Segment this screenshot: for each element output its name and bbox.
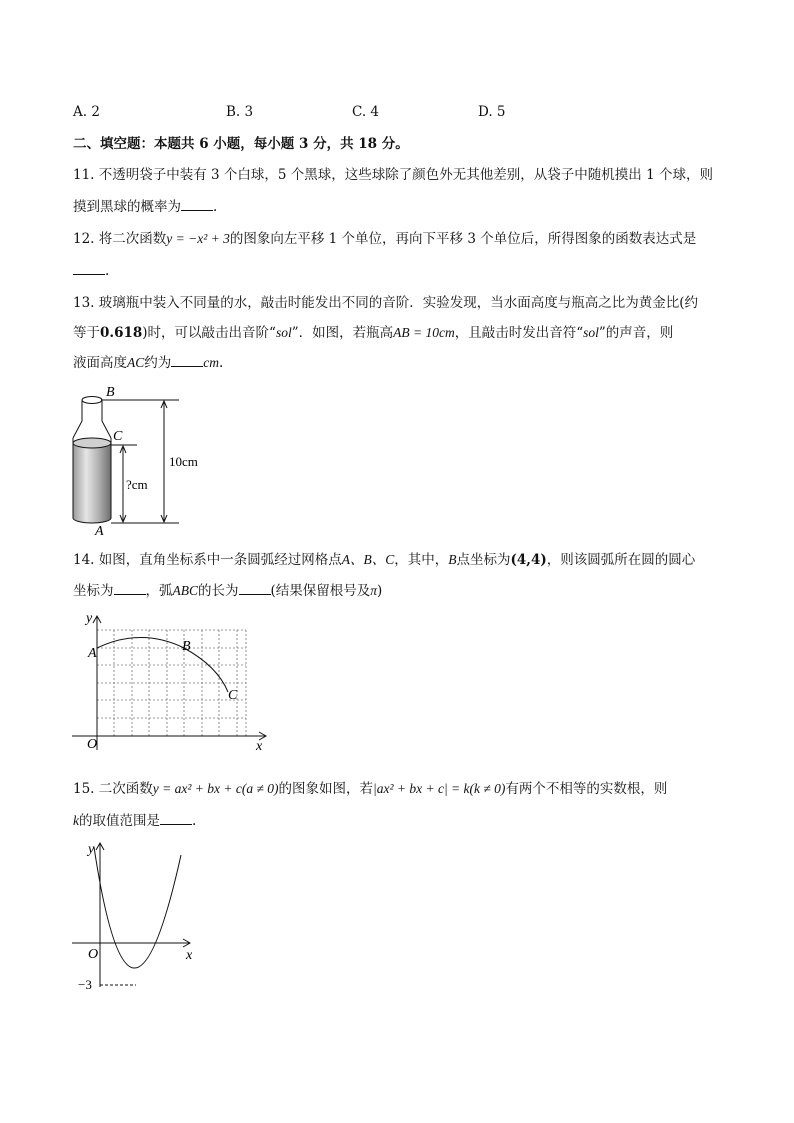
q14-line1: 14. 如图，直角坐标系中一条圆弧经过网格点A、B、C，其中，B点坐标为(4,4)，则该圆弧所在圆的圆心 (73, 552, 696, 568)
answer-blank[interactable] (239, 582, 271, 595)
label-unknown: ?cm (126, 477, 148, 492)
label-b: B (106, 385, 115, 400)
label-c: C (228, 688, 238, 703)
origin-label: O (87, 737, 98, 752)
min-value-label: −3 (78, 977, 92, 992)
answer-blank[interactable] (73, 262, 105, 275)
q12-line2: . (73, 262, 109, 280)
label-c: C (113, 429, 123, 444)
q13-line3: 液面高度AC约为 cm. (73, 355, 224, 371)
answer-blank[interactable] (181, 198, 213, 211)
answer-blank[interactable] (171, 354, 203, 367)
q13-line1: 13. 玻璃瓶中装入不同量的水，敲击时能发出不同的音阶．实验发现，当水面高度与瓶高之比为黄金比(约 (73, 295, 699, 311)
q13-line2: 等于0.618)时，可以敲击出音阶“sol”．如图，若瓶高AB = 10cm，且敲击时发出音符“sol”的声音，则 (73, 325, 674, 341)
label-b: B (182, 639, 191, 654)
axis-x-label: x (256, 739, 263, 754)
option-a: A. 2 (73, 104, 100, 120)
label-height: 10cm (169, 454, 198, 469)
axis-y-label: y (86, 611, 93, 626)
label-a: A (95, 524, 104, 539)
q15-line1: 15. 二次函数y = ax² + bx + c(a ≠ 0)的图象如图，若|ax² + bx + c| = k(k ≠ 0)有两个不相等的实数根，则 (73, 781, 668, 797)
option-d: D. 5 (478, 104, 506, 120)
q14-line2: 坐标为 ，弧ABC的长为 (结果保留根号及π) (73, 583, 383, 599)
origin-label: O (88, 947, 99, 962)
q15-line2: k的取值范围是 . (73, 813, 197, 829)
axis-x-label: x (186, 948, 193, 963)
section-heading: 二、填空题：本题共 6 小题，每小题 3 分，共 18 分。 (73, 136, 409, 152)
bottle-figure (65, 383, 215, 538)
axis-y-label: y (88, 842, 95, 857)
parabola-figure (60, 835, 210, 995)
q11-line2: 摸到黑球的概率为 . (73, 199, 218, 215)
arc-grid-figure (66, 610, 276, 755)
q11-line1: 11. 不透明袋子中装有 3 个白球，5 个黑球，这些球除了颜色外无其他差别，从袋子中随机摸出 1 个球，则 (73, 167, 713, 183)
answer-blank[interactable] (114, 582, 146, 595)
option-b: B. 3 (226, 104, 254, 120)
option-c: C. 4 (352, 104, 380, 120)
label-a: A (88, 646, 97, 661)
answer-blank[interactable] (160, 812, 192, 825)
q12-line1: 12. 将二次函数y = −x² + 3的图象向左平移 1 个单位，再向下平移 3 个单位后，所得图象的函数表达式是 (73, 231, 697, 247)
q12-formula: y = −x² + 3 (166, 231, 230, 246)
